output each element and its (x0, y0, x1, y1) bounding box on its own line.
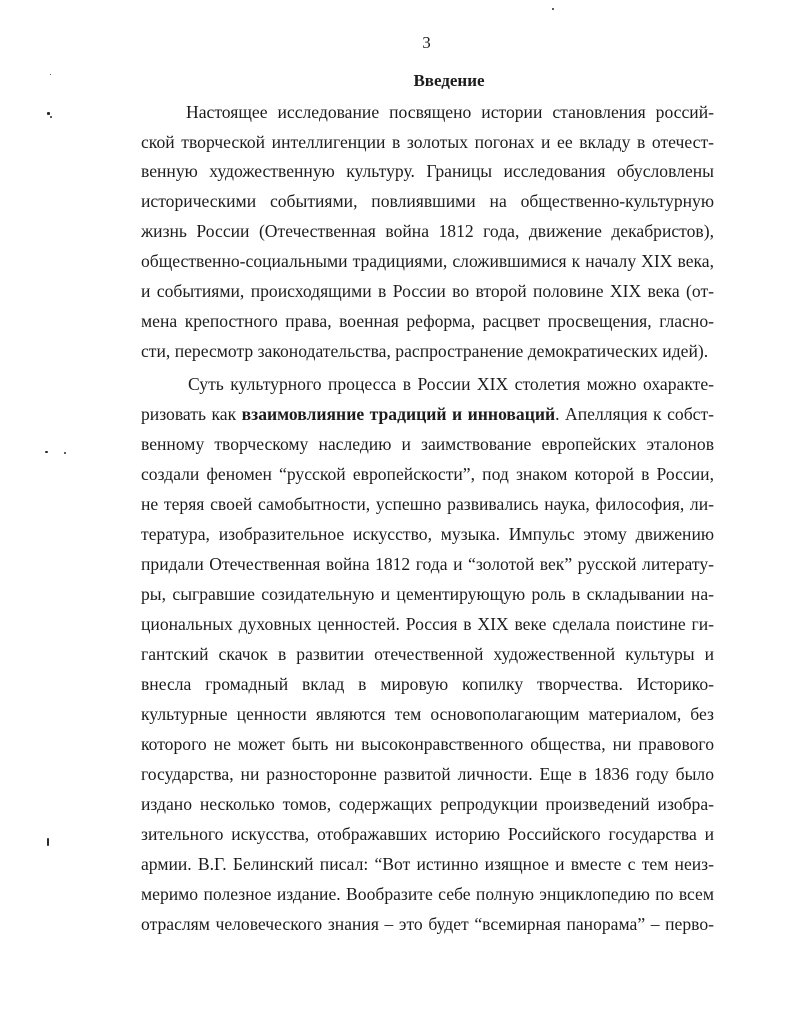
text-line (186, 101, 714, 123)
text-segment: меримо полезное издание. Вообразите себе полную энциклопедию по всем (141, 884, 714, 904)
text-segment: ской творческой интеллигенции в золотых погонах и ее вкладу в отечест- (141, 132, 714, 152)
text-segment: гантский скачок в развитии отечественной художественной культуры и (141, 644, 714, 664)
text-segment: сти, пересмотр законодательства, распространение демократических идей). (141, 341, 709, 361)
text-line (141, 493, 714, 515)
scan-speck (64, 452, 66, 454)
scan-speck (47, 112, 50, 115)
emphasized-text: взаимовлияние традиций и инноваций (241, 404, 556, 424)
text-line (141, 763, 714, 785)
text-line (141, 643, 714, 665)
text-segment: общественно-социальными традициями, сложившимися к началу XIX века, (141, 251, 714, 271)
text-line (141, 823, 714, 845)
text-segment: жизнь России (Отечественная война 1812 года, движение декабристов), (141, 221, 714, 241)
text-segment: отраслям человеческого знания – это будет “всемирная панорама” – перво- (141, 914, 714, 934)
text-segment: государства, ни разносторонне развитой личности. Еще в 1836 году было (141, 764, 714, 784)
text-segment: ризовать как (141, 404, 242, 424)
text-segment: ры, сыгравшие созидательную и цементирующую роль в складывании на- (141, 584, 714, 604)
text-line (141, 733, 714, 755)
scan-speck (50, 116, 52, 118)
text-segment: издано несколько томов, содержащих репродукции произведений изобра- (141, 794, 714, 814)
text-line (141, 433, 714, 455)
text-line (141, 220, 714, 242)
scan-speck (552, 8, 554, 10)
text-line (141, 913, 714, 935)
text-segment: не теряя своей самобытности, успешно развивались наука, философия, ли- (141, 494, 714, 514)
text-segment: историческими событиями, повлиявшими на общественно-культурную (141, 191, 714, 211)
scan-speck (50, 74, 51, 75)
text-line (141, 310, 714, 332)
text-line (141, 553, 714, 575)
text-line (141, 613, 714, 635)
text-segment: культурные ценности являются тем основополагающим материалом, без (141, 704, 714, 724)
text-line (141, 250, 714, 272)
page-number: 3 (422, 33, 431, 52)
text-line (141, 583, 714, 605)
text-line (141, 280, 714, 302)
text-line (141, 853, 714, 875)
text-segment: зительного искусства, отображавших историю Российского государства и (141, 824, 714, 844)
text-segment: и событиями, происходящими в России во второй половине XIX века (от- (141, 281, 714, 301)
text-segment: циональных духовных ценностей. Россия в XIX веке сделала поистине ги- (141, 614, 714, 634)
scan-speck (45, 451, 48, 453)
text-line (141, 703, 714, 725)
text-segment: . Апелляция к собст- (555, 404, 714, 424)
text-line (188, 373, 714, 395)
text-line (141, 160, 714, 182)
text-segment: армии. В.Г. Белинский писал: “Вот истинно изящное и вместе с тем неиз- (141, 854, 714, 874)
section-heading: Введение (413, 71, 485, 90)
text-line (141, 340, 714, 362)
text-line (141, 793, 714, 815)
text-line (141, 190, 714, 212)
text-segment: которого не может быть ни высоконравственного общества, ни правового (141, 734, 714, 754)
scan-speck (47, 838, 49, 846)
text-line (141, 673, 714, 695)
text-line (141, 523, 714, 545)
text-segment: придали Отечественная война 1812 года и “золотой век” русской литерату- (141, 554, 714, 574)
text-segment: венную художественную культуру. Границы исследования обусловлены (141, 161, 714, 181)
text-segment: тература, изобразительное искусство, музыка. Импульс этому движению (141, 524, 714, 544)
text-segment: венному творческому наследию и заимствование европейских эталонов (141, 434, 714, 454)
text-line (141, 131, 714, 153)
text-line (141, 463, 714, 485)
text-segment: Суть культурного процесса в России XIX столетия можно охаракте- (188, 374, 714, 394)
text-line (141, 403, 714, 425)
text-segment: создали феномен “русской европейскости”, под знаком которой в России, (141, 464, 714, 484)
text-segment: внесла громадный вклад в мировую копилку творчества. Историко- (141, 674, 714, 694)
text-line (141, 883, 714, 905)
text-segment: мена крепостного права, военная реформа, расцвет просвещения, гласно- (141, 311, 714, 331)
text-segment: Настоящее исследование посвящено истории становления россий- (186, 102, 714, 122)
